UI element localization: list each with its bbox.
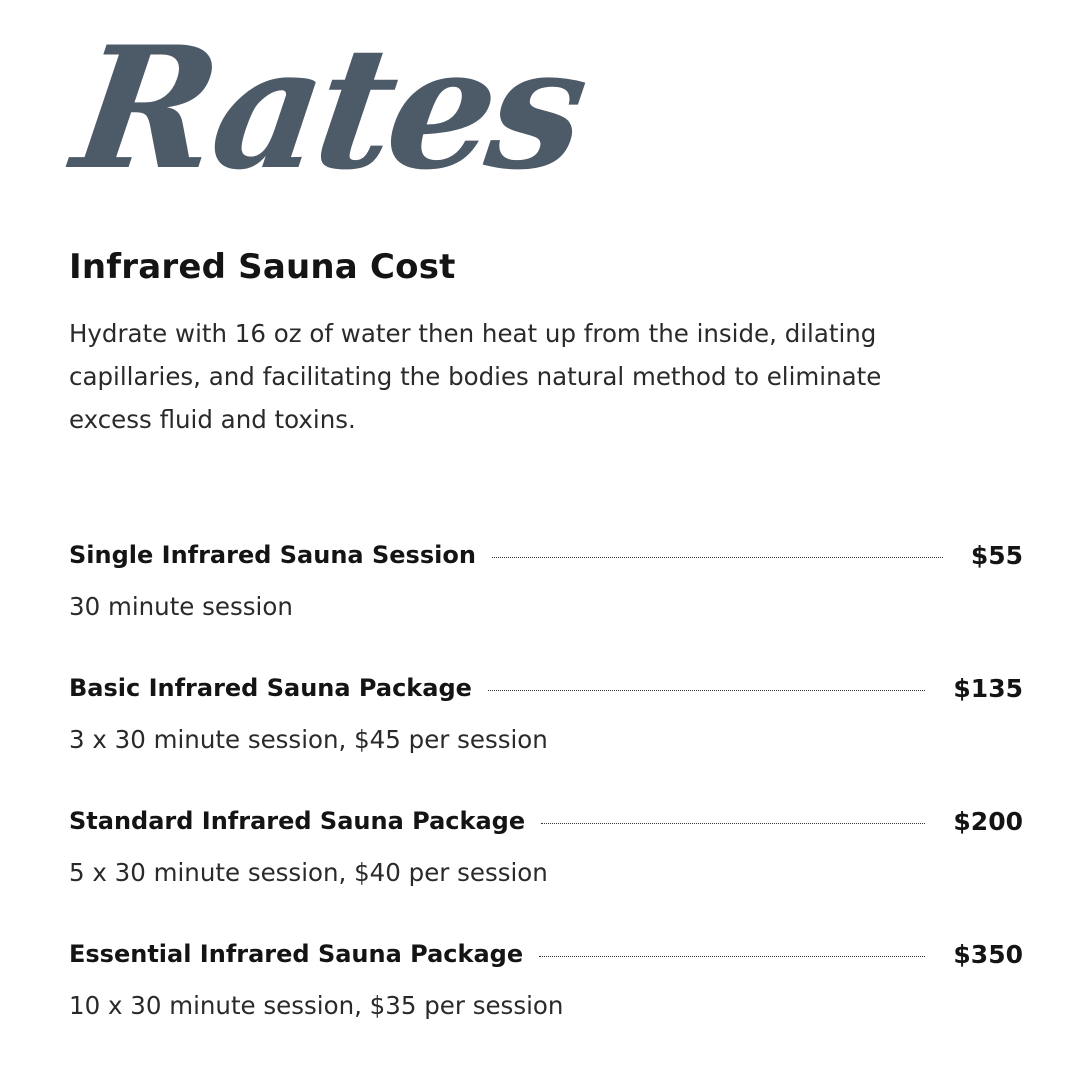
rate-item-standard-package <box>69 801 1023 934</box>
rate-item-essential-package <box>69 934 1023 1067</box>
section-description: Hydrate with 16 oz of water then heat up from the inside, dilating capillaries, and facilitating the bodies natural method to eliminate excess fluid and toxins. <box>69 319 882 434</box>
dotted-leader <box>488 690 926 691</box>
dotted-leader <box>539 956 925 957</box>
rates-list <box>69 535 1023 1067</box>
rate-name: Standard Infrared Sauna Package <box>69 807 526 835</box>
rate-name: Basic Infrared Sauna Package <box>69 674 472 702</box>
rate-detail: 30 minute session <box>69 592 293 621</box>
rate-row <box>69 668 1023 708</box>
rate-price: $350 <box>953 939 1023 969</box>
rate-detail: 10 x 30 minute session, $35 per session <box>69 991 564 1020</box>
rate-price: $200 <box>953 806 1023 836</box>
rate-name: Essential Infrared Sauna Package <box>69 940 524 968</box>
page-title: Rates <box>63 9 594 207</box>
section-heading: Infrared Sauna Cost <box>69 247 456 287</box>
rate-detail: 5 x 30 minute session, $40 per session <box>69 858 548 887</box>
rate-item-single-session <box>69 535 1023 668</box>
rate-row <box>69 801 1023 841</box>
rate-detail: 3 x 30 minute session, $45 per session <box>69 725 548 754</box>
rate-row <box>69 535 1023 575</box>
rate-price: $135 <box>953 673 1023 703</box>
rate-price: $55 <box>970 540 1023 570</box>
dotted-leader <box>541 823 925 824</box>
dotted-leader <box>492 557 943 558</box>
rate-row <box>69 934 1023 974</box>
rate-item-basic-package <box>69 668 1023 801</box>
rate-name: Single Infrared Sauna Session <box>69 541 476 569</box>
